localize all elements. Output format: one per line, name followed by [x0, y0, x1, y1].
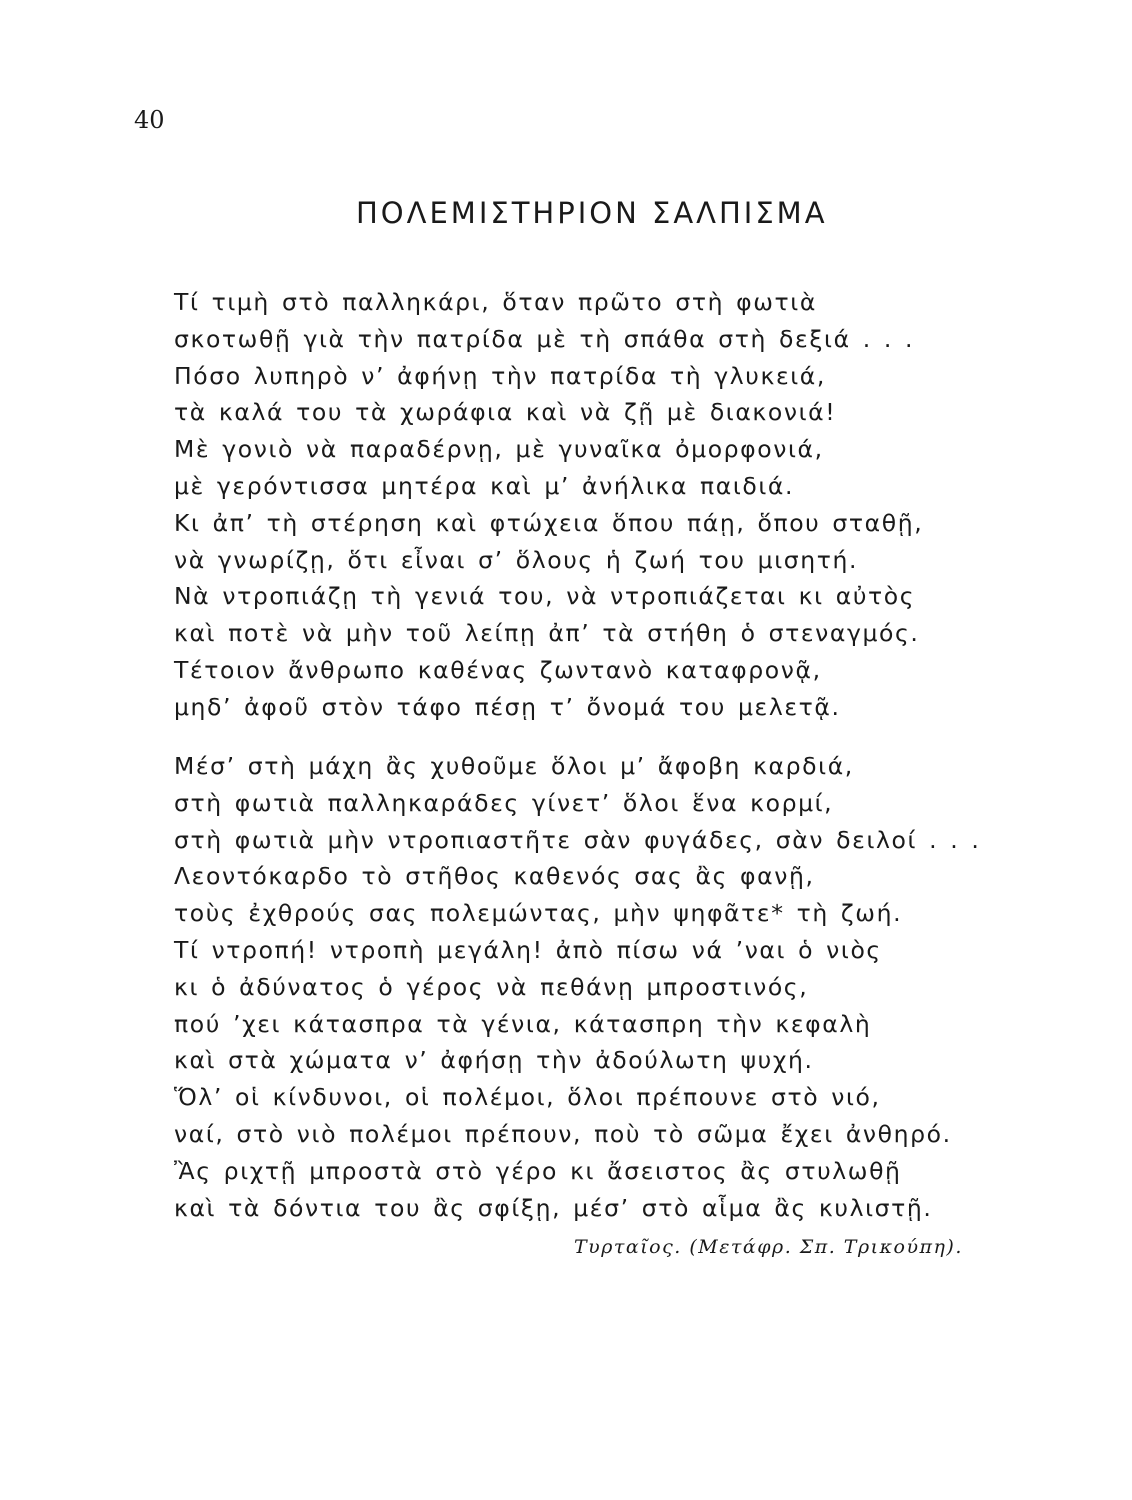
poem-line: ναί, στὸ νιὸ πολέμοι πρέπουν, ποὺ τὸ σῶμα ἔχει ἀνθηρό.: [174, 1119, 952, 1148]
poem-line: καὶ τὰ δόντια του ἂς σφίξῃ, μέσ’ στὸ αἷμα ἂς κυλιστῇ.: [174, 1193, 933, 1222]
attribution: Τυρταῖος. (Μετάφρ. Σπ. Τρικούπη).: [574, 1236, 963, 1258]
poem-line: Ἂς ριχτῇ μπροστὰ στὸ γέρο κι ἄσειστος ἂς στυλωθῇ: [174, 1156, 902, 1185]
stanza-1: [174, 284, 923, 726]
poem-line: Κι ἀπ’ τὴ στέρηση καὶ φτώχεια ὅπου πάῃ, ὅπου σταθῇ,: [174, 508, 924, 537]
poem-line: σκοτωθῇ γιὰ τὴν πατρίδα μὲ τὴ σπάθα στὴ δεξιά . . .: [174, 324, 915, 353]
poem-line: στὴ φωτιὰ παλληκαράδες γίνετ’ ὅλοι ἕνα κορμί,: [174, 788, 834, 817]
poem-line: τὰ καλά του τὰ χωράφια καὶ νὰ ζῇ μὲ διακονιά!: [174, 398, 837, 427]
poem-line: Νὰ ντροπιάζῃ τὴ γενιά του, νὰ ντροπιάζεται κι αὐτὸς: [174, 582, 916, 611]
poem-line: καὶ ποτὲ νὰ μὴν τοῦ λείπῃ ἀπ’ τὰ στήθη ὁ στεναγμός.: [174, 619, 920, 648]
poem-line: Λεοντόκαρδο τὸ στῆθος καθενός σας ἂς φανῇ,: [174, 862, 815, 891]
poem-line: νὰ γνωρίζῃ, ὅτι εἶναι σ’ ὅλους ἡ ζωή του μισητή.: [174, 545, 859, 574]
poem-line: καὶ στὰ χώματα ν’ ἀφήσῃ τὴν ἀδούλωτη ψυχή.: [174, 1046, 814, 1075]
poem-title: ΠΟΛΕΜΙΣΤΗΡΙΟΝ ΣΑΛΠΙΣΜΑ: [356, 196, 828, 230]
poem-line: Ὅλ’ οἱ κίνδυνοι, οἱ πολέμοι, ὅλοι πρέπουνε στὸ νιό,: [174, 1083, 881, 1112]
poem-line: Πόσο λυπηρὸ ν’ ἀφήνῃ τὴν πατρίδα τὴ γλυκειά,: [174, 361, 826, 390]
poem-line: κι ὁ ἀδύνατος ὁ γέρος νὰ πεθάνῃ μπροστινός,: [174, 972, 809, 1001]
poem-line: μὲ γερόντισσα μητέρα καὶ μ’ ἀνήλικα παιδιά.: [174, 471, 795, 500]
poem-line: Τί ντροπή! ντροπὴ μεγάλη! ἀπὸ πίσω νά ’ναι ὁ νιὸς: [174, 935, 882, 964]
poem-line: τοὺς ἐχθρούς σας πολεμώντας, μὴν ψηφᾶτε* τὴ ζωή.: [174, 899, 903, 928]
poem-line: Μὲ γονιὸ νὰ παραδέρνῃ, μὲ γυναῖκα ὀμορφονιά,: [174, 435, 824, 464]
page-number: 40: [134, 106, 165, 134]
poem-line: πού ’χει κάτασπρα τὰ γένια, κάτασπρη τὴν κεφαλὴ: [174, 1009, 872, 1038]
poem-line: μηδ’ ἀφοῦ στὸν τάφο πέσῃ τ’ ὄνομά του μελετᾷ.: [174, 692, 841, 721]
stanza-2: [174, 748, 980, 1226]
poem-line: Τέτοιον ἄνθρωπο καθένας ζωντανὸ καταφρονᾷ,: [174, 655, 822, 684]
poem-line: στὴ φωτιὰ μὴν ντροπιαστῆτε σὰν φυγάδες, σὰν δειλοί . . .: [174, 825, 981, 854]
poem-line: Τί τιμὴ στὸ παλληκάρι, ὅταν πρῶτο στὴ φωτιὰ: [174, 288, 817, 316]
poem-line: Μέσ’ στὴ μάχη ἂς χυθοῦμε ὅλοι μ’ ἄφοβη καρδιά,: [174, 752, 854, 780]
